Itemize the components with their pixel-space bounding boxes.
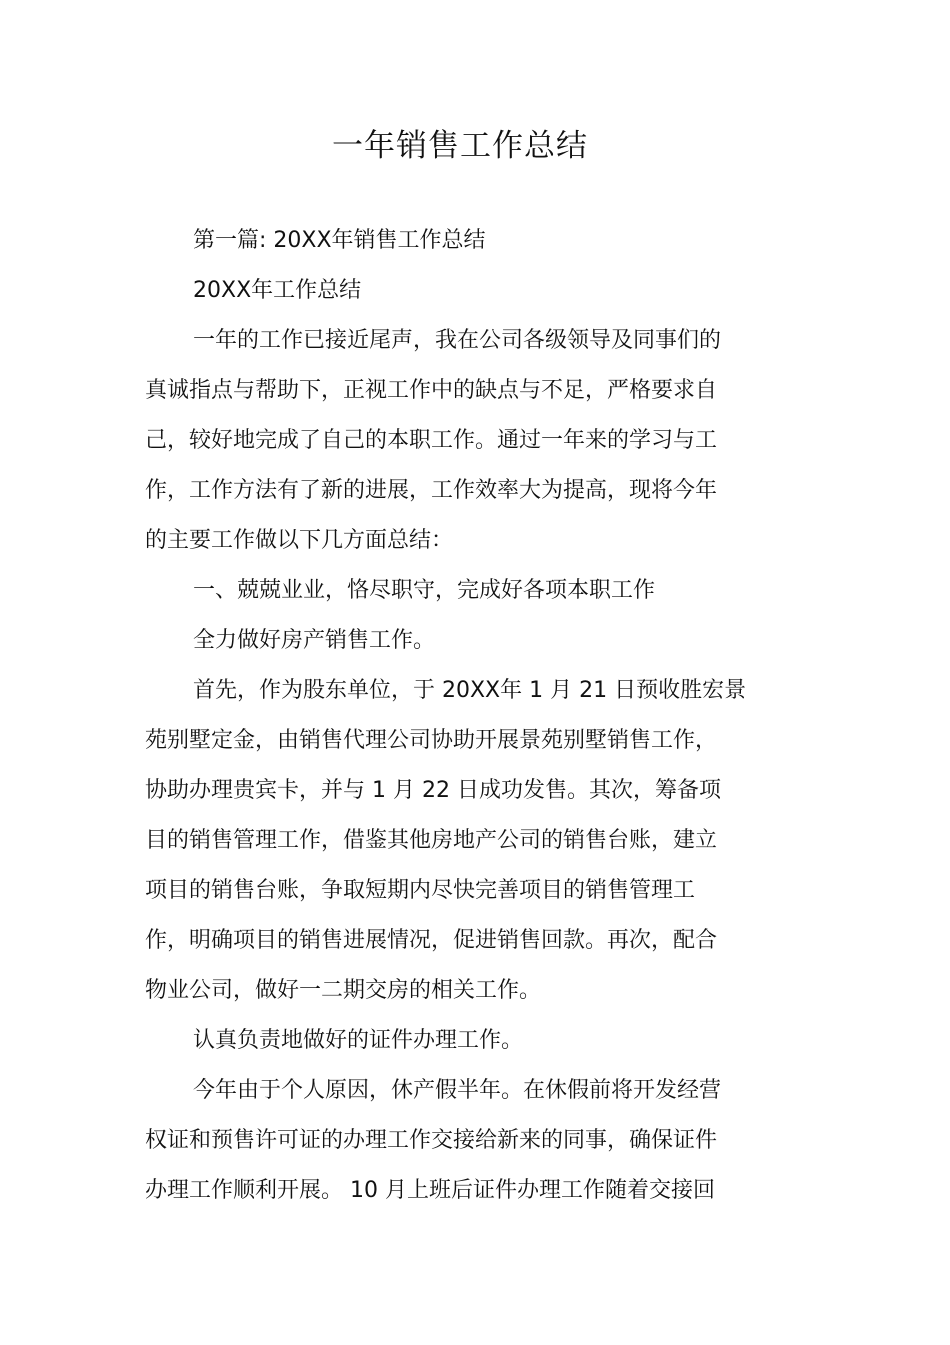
paragraph-line: 办理工作顺利开展。 10 月上班后证件办理工作随着交接回 xyxy=(145,1178,715,1203)
subheading: 20XX年工作总结 xyxy=(193,278,362,303)
paragraph-line: 的主要工作做以下几方面总结： xyxy=(145,528,454,553)
paragraph-line: 协助办理贵宾卡，并与 1 月 22 日成功发售。其次，筹备项 xyxy=(145,778,721,803)
paragraph-line: 首先，作为股东单位，于 20XX年 1 月 21 日预收胜宏景 xyxy=(193,678,747,703)
paragraph-line: 全力做好房产销售工作。 xyxy=(193,628,436,653)
paragraph-line: 今年由于个人原因，休产假半年。在休假前将开发经营 xyxy=(193,1078,722,1103)
paragraph-line: 物业公司，做好一二期交房的相关工作。 xyxy=(145,978,542,1003)
list-heading: 一、兢兢业业，恪尽职守，完成好各项本职工作 xyxy=(193,578,656,603)
paragraph-line: 苑别墅定金，由销售代理公司协助开展景苑别墅销售工作， xyxy=(145,728,718,753)
paragraph-line: 一年的工作已接近尾声，我在公司各级领导及同事们的 xyxy=(193,328,722,353)
paragraph-line: 权证和预售许可证的办理工作交接给新来的同事，确保证件 xyxy=(145,1128,718,1153)
paragraph-line: 项目的销售台账，争取短期内尽快完善项目的销售管理工 xyxy=(145,878,696,903)
document-title: 一年销售工作总结 xyxy=(332,128,588,164)
paragraph-line: 真诚指点与帮助下，正视工作中的缺点与不足，严格要求自 xyxy=(145,378,718,403)
paragraph-line: 作，明确项目的销售进展情况，促进销售回款。再次，配合 xyxy=(145,928,718,953)
paragraph-line: 认真负责地做好的证件办理工作。 xyxy=(193,1028,524,1053)
section-heading: 第一篇: 20XX年销售工作总结 xyxy=(193,228,486,253)
paragraph-line: 目的销售管理工作，借鉴其他房地产公司的销售台账，建立 xyxy=(145,828,718,853)
paragraph-line: 作，工作方法有了新的进展，工作效率大为提高，现将今年 xyxy=(145,478,718,503)
paragraph-line: 己，较好地完成了自己的本职工作。通过一年来的学习与工 xyxy=(145,428,718,453)
